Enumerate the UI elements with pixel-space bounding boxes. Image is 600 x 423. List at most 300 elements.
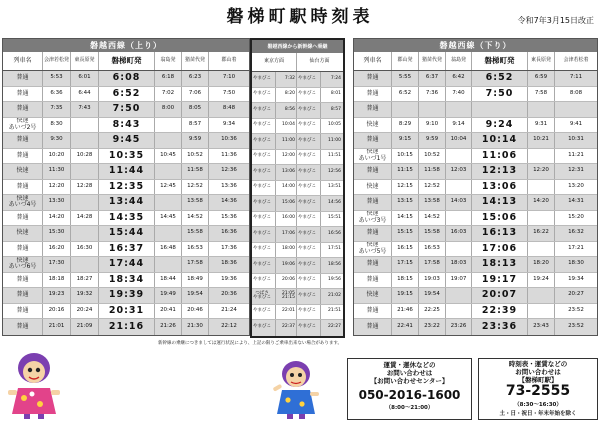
time-cell: 21:01 bbox=[43, 319, 71, 335]
time-cell bbox=[71, 257, 99, 272]
bandaimachi-time: 9:45 bbox=[99, 133, 155, 148]
time-cell bbox=[446, 149, 472, 164]
time-cell: 18:27 bbox=[71, 273, 99, 288]
shinkansen-train-name: やまびこ bbox=[297, 227, 321, 242]
time-cell: 14:03 bbox=[446, 195, 472, 210]
time-cell: 7:40 bbox=[446, 87, 472, 102]
shinkansen-train-name: やまびこ bbox=[297, 196, 321, 211]
inquiry-center-phone: 050-2016-1600 bbox=[358, 388, 461, 403]
shinkansen-departure: 12:56 bbox=[328, 168, 341, 174]
time-cell: 7:35 bbox=[43, 102, 71, 117]
bandaimachi-time: 19:39 bbox=[99, 288, 155, 303]
time-cell bbox=[446, 304, 472, 319]
time-cell: 10:52 bbox=[182, 149, 209, 164]
shinkansen-train-name: やまびこ bbox=[297, 134, 321, 149]
time-cell: 15:58 bbox=[419, 226, 446, 241]
table-row bbox=[252, 119, 343, 135]
shinkansen-departure: 16:00 bbox=[276, 212, 297, 227]
time-cell: 5:55 bbox=[392, 71, 419, 86]
left-col-header: 東長原発 bbox=[71, 52, 99, 70]
table-row bbox=[3, 257, 249, 273]
shinkansen-departure: 11:00 bbox=[328, 137, 341, 143]
train-name: 快速 あいづ1号 bbox=[354, 149, 392, 164]
time-cell: 19:15 bbox=[392, 288, 419, 303]
train-name: 普通 bbox=[354, 319, 392, 335]
table-row bbox=[3, 87, 249, 103]
time-cell: 6:52 bbox=[392, 87, 419, 102]
shinkansen-train-name: やまびこ bbox=[252, 196, 276, 211]
table-row bbox=[252, 274, 343, 290]
time-cell bbox=[528, 211, 555, 226]
time-cell: 7:10 bbox=[222, 74, 236, 81]
table-row bbox=[252, 305, 343, 321]
shinkansen-train-name: やまびこ bbox=[252, 258, 276, 273]
time-cell: 11:30 bbox=[43, 164, 71, 179]
time-cell: 18:49 bbox=[182, 273, 209, 288]
time-cell: 9:31 bbox=[528, 118, 555, 133]
time-cell: 7:02 bbox=[155, 87, 182, 102]
bandaimachi-time: 6:08 bbox=[99, 71, 155, 86]
time-cell bbox=[555, 102, 597, 117]
station-contact-hours: （8:30〜16:30） bbox=[514, 401, 562, 408]
table-row bbox=[354, 226, 597, 242]
time-cell: 17:58 bbox=[419, 257, 446, 272]
time-cell: 6:44 bbox=[71, 87, 99, 102]
time-cell: 13:58 bbox=[419, 195, 446, 210]
shinkansen-train-name: やまびこ bbox=[297, 320, 321, 336]
table-row bbox=[3, 102, 249, 118]
time-cell: 15:58 bbox=[182, 226, 209, 241]
shinkansen-train-name: やまびこ bbox=[297, 72, 321, 87]
train-name: 普通 bbox=[3, 133, 43, 148]
page-title: 磐梯町駅時刻表 bbox=[226, 7, 374, 27]
shinkansen-departure: 20:06 bbox=[276, 274, 297, 289]
time-cell: 17:15 bbox=[392, 257, 419, 272]
time-cell: 8:29 bbox=[392, 118, 419, 133]
shinkansen-departure: 22:01 bbox=[276, 305, 297, 320]
table-row bbox=[252, 72, 343, 88]
bandaimachi-time: 21:16 bbox=[99, 319, 155, 335]
table-row bbox=[3, 211, 249, 227]
bandaimachi-time: 18:13 bbox=[472, 257, 528, 272]
train-name: 快速 bbox=[354, 118, 392, 133]
bandaimachi-time: 14:13 bbox=[472, 195, 528, 210]
time-cell: 7:50 bbox=[222, 89, 236, 96]
right-col-header: 猪苗代発 bbox=[419, 52, 446, 70]
inquiry-center-line2: お問い合わせは bbox=[386, 369, 433, 378]
station-contact-box bbox=[478, 358, 598, 420]
time-cell: 18:44 bbox=[155, 273, 182, 288]
inquiry-center-box bbox=[347, 358, 472, 420]
shinkansen-departure: 10:04 bbox=[276, 119, 297, 134]
time-cell: 14:28 bbox=[71, 211, 99, 226]
time-cell: 19:24 bbox=[528, 273, 555, 288]
time-cell: 19:49 bbox=[155, 288, 182, 303]
time-cell bbox=[392, 102, 419, 117]
shinkansen-train-name: やまびこ bbox=[252, 227, 276, 242]
time-cell bbox=[446, 242, 472, 257]
bandaimachi-time: 11:44 bbox=[99, 164, 155, 179]
time-cell: 17:21 bbox=[568, 244, 584, 251]
time-cell: 18:18 bbox=[43, 273, 71, 288]
time-cell: 19:34 bbox=[568, 275, 584, 282]
left-col-header: 翁島発 bbox=[155, 52, 182, 70]
shinkansen-train-name: やまびこ bbox=[252, 119, 276, 134]
shinkansen-departure: 21:05 21:15 bbox=[276, 289, 297, 304]
shinkansen-departure: 11:51 bbox=[328, 153, 341, 159]
train-name: 普通 bbox=[3, 149, 43, 164]
time-cell: 18:36 bbox=[221, 260, 237, 267]
time-cell: 20:24 bbox=[71, 304, 99, 319]
shinkansen-direction-header: 仙台方面 bbox=[309, 58, 330, 65]
shinkansen-departure: 7:32 bbox=[276, 72, 297, 87]
shinkansen-train-name: やまびこ bbox=[297, 289, 321, 304]
train-name: 普通 bbox=[3, 71, 43, 86]
shinkansen-train-name: やまびこ bbox=[297, 103, 321, 118]
time-cell: 8:30 bbox=[43, 118, 71, 133]
bandaimachi-time: 7:50 bbox=[99, 102, 155, 117]
time-cell: 16:20 bbox=[43, 242, 71, 257]
time-cell: 10:20 bbox=[43, 149, 71, 164]
left-col-header: 会津若松発 bbox=[43, 52, 71, 70]
left-col-header: 猪苗代発 bbox=[182, 52, 209, 70]
time-cell: 18:30 bbox=[568, 260, 584, 267]
train-name: 快速 あいづ2号 bbox=[3, 118, 43, 133]
right-col-header: 磐梯町発 bbox=[472, 52, 528, 70]
train-name: 普通 bbox=[3, 288, 43, 303]
shinkansen-departure: 16:56 bbox=[328, 230, 341, 236]
bandaimachi-time: 16:37 bbox=[99, 242, 155, 257]
time-cell: 18:03 bbox=[446, 257, 472, 272]
train-name: 普通 bbox=[3, 304, 43, 319]
table-row bbox=[252, 289, 343, 305]
time-cell: 21:24 bbox=[221, 306, 237, 313]
shinkansen-departure: 15:06 bbox=[276, 196, 297, 211]
train-name: 快速 bbox=[3, 226, 43, 241]
time-cell: 17:36 bbox=[221, 244, 237, 251]
time-cell: 6:23 bbox=[182, 71, 209, 86]
time-cell: 19:23 bbox=[43, 288, 71, 303]
time-cell bbox=[528, 102, 555, 117]
station-contact-line2: お問い合わせは bbox=[515, 367, 561, 376]
shinkansen-train-name: やまびこ bbox=[252, 103, 276, 118]
shinkansen-departure: 11:00 bbox=[276, 134, 297, 149]
right-col-header: 東長原発 bbox=[528, 52, 555, 70]
shinkansen-departure: 8:01 bbox=[330, 91, 341, 97]
train-name: 普通 bbox=[3, 211, 43, 226]
table-row bbox=[354, 288, 597, 304]
table-row bbox=[3, 226, 249, 242]
bandaimachi-time: 14:35 bbox=[99, 211, 155, 226]
table-row bbox=[354, 164, 597, 180]
up-line-rows bbox=[3, 71, 249, 335]
time-cell bbox=[528, 180, 555, 195]
table-row bbox=[3, 71, 249, 87]
shinkansen-departure: 21:02 bbox=[328, 292, 341, 298]
shinkansen-train-name: やまびこ bbox=[252, 150, 276, 165]
time-cell: 21:09 bbox=[71, 319, 99, 335]
shinkansen-departure: 18:56 bbox=[328, 261, 341, 267]
station-contact-line3: 【磐梯町駅】 bbox=[518, 375, 558, 384]
right-col-header: 会津若松着 bbox=[563, 57, 589, 64]
time-cell: 8:48 bbox=[222, 105, 236, 112]
bandaimachi-time: 17:06 bbox=[472, 242, 528, 257]
time-cell: 12:45 bbox=[155, 180, 182, 195]
time-cell: 16:36 bbox=[221, 229, 237, 236]
shinkansen-train-name: やまびこ bbox=[252, 320, 276, 336]
shinkansen-panel bbox=[250, 38, 345, 338]
time-cell bbox=[71, 226, 99, 241]
shinkansen-departure: 21:51 bbox=[328, 308, 341, 314]
time-cell: 7:36 bbox=[419, 87, 446, 102]
time-cell: 8:00 bbox=[155, 102, 182, 117]
inquiry-center-line1: 運賃・運休などの bbox=[383, 361, 436, 369]
shinkansen-title: 磐越西線から新幹線へ乗継 bbox=[252, 40, 343, 53]
shinkansen-train-name: やまびこ bbox=[297, 258, 321, 273]
train-name: 普通 bbox=[3, 319, 43, 335]
table-row bbox=[354, 211, 597, 227]
time-cell: 17:30 bbox=[43, 257, 71, 272]
train-name: 快速 bbox=[3, 164, 43, 179]
shinkansen-train-name: やまびこ bbox=[252, 305, 276, 320]
train-name: 普通 bbox=[3, 242, 43, 257]
time-cell: 19:36 bbox=[221, 275, 237, 282]
time-cell: 6:37 bbox=[419, 71, 446, 86]
up-line-header-row bbox=[3, 52, 249, 71]
table-row bbox=[252, 258, 343, 274]
time-cell: 14:31 bbox=[568, 198, 584, 205]
train-name: 普通 bbox=[354, 102, 392, 117]
down-line-rows bbox=[354, 71, 597, 335]
bandaimachi-time: 19:17 bbox=[472, 273, 528, 288]
time-cell bbox=[155, 164, 182, 179]
time-cell: 13:15 bbox=[392, 195, 419, 210]
time-cell: 9:30 bbox=[43, 133, 71, 148]
time-cell bbox=[446, 180, 472, 195]
inquiry-center-hours: （8:00〜21:00） bbox=[385, 405, 434, 412]
table-row bbox=[252, 320, 343, 336]
time-cell: 20:41 bbox=[155, 304, 182, 319]
time-cell bbox=[419, 102, 446, 117]
time-cell bbox=[71, 118, 99, 133]
time-cell bbox=[528, 149, 555, 164]
shinkansen-train-name: やまびこ bbox=[252, 134, 276, 149]
table-row bbox=[252, 150, 343, 166]
shinkansen-train-name: やまびこ bbox=[252, 88, 276, 103]
transfer-note: 新幹線の乗継につきましては運行状況により、上記の限りご乗車出来ない場合があります。 bbox=[158, 341, 343, 346]
time-cell: 6:42 bbox=[446, 71, 472, 86]
shinkansen-departure: 18:00 bbox=[276, 243, 297, 258]
shinkansen-train-name: やまびこ bbox=[252, 165, 276, 180]
time-cell bbox=[528, 288, 555, 303]
shinkansen-departure: 19:06 bbox=[276, 258, 297, 273]
shinkansen-train-name: やまびこ bbox=[252, 274, 276, 289]
time-cell: 20:36 bbox=[221, 291, 237, 298]
time-cell bbox=[155, 133, 182, 148]
time-cell: 16:32 bbox=[568, 229, 584, 236]
time-cell bbox=[446, 102, 472, 117]
table-row bbox=[3, 180, 249, 196]
time-cell bbox=[155, 257, 182, 272]
time-cell: 19:54 bbox=[182, 288, 209, 303]
shinkansen-departure: 7:24 bbox=[330, 75, 341, 81]
table-row bbox=[252, 212, 343, 228]
shinkansen-train-name: やまびこ bbox=[252, 72, 276, 87]
bandaimachi-time: 11:06 bbox=[472, 149, 528, 164]
table-row bbox=[3, 273, 249, 289]
bandaimachi-time: 10:35 bbox=[99, 149, 155, 164]
table-row bbox=[354, 133, 597, 149]
time-cell: 13:58 bbox=[182, 195, 209, 210]
time-cell: 6:18 bbox=[155, 71, 182, 86]
time-cell: 8:08 bbox=[569, 89, 583, 96]
time-cell bbox=[71, 133, 99, 148]
station-contact-line1: 時刻表・運賃などの bbox=[508, 360, 568, 368]
shinkansen-train-name: やまびこ bbox=[252, 181, 276, 196]
time-cell: 12:52 bbox=[182, 180, 209, 195]
time-cell: 10:52 bbox=[419, 149, 446, 164]
shinkansen-departure: 19:56 bbox=[328, 277, 341, 283]
time-cell: 9:41 bbox=[569, 120, 583, 127]
time-cell bbox=[528, 242, 555, 257]
bandaimachi-time: 13:06 bbox=[472, 180, 528, 195]
bandaimachi-time: 13:44 bbox=[99, 195, 155, 210]
time-cell: 11:21 bbox=[568, 151, 584, 158]
shinkansen-train-name: やまびこ bbox=[297, 150, 321, 165]
left-col-header: 郡山着 bbox=[221, 57, 237, 64]
table-row bbox=[354, 319, 597, 335]
shinkansen-train-name: やまびこ bbox=[297, 305, 321, 320]
bandaimachi-time: 12:13 bbox=[472, 164, 528, 179]
table-row bbox=[3, 304, 249, 320]
right-col-header: 列車名 bbox=[354, 52, 392, 70]
time-cell: 12:31 bbox=[568, 167, 584, 174]
shinkansen-train-name: やまびこ bbox=[297, 274, 321, 289]
time-cell: 14:36 bbox=[221, 198, 237, 205]
time-cell: 10:15 bbox=[392, 149, 419, 164]
time-cell: 6:36 bbox=[43, 87, 71, 102]
time-cell: 5:53 bbox=[43, 71, 71, 86]
bandaimachi-time: 18:34 bbox=[99, 273, 155, 288]
down-line-panel bbox=[353, 38, 598, 336]
table-row bbox=[3, 195, 249, 211]
train-name: 普通 bbox=[354, 133, 392, 148]
time-cell: 22:12 bbox=[221, 322, 237, 329]
shinkansen-header-row bbox=[252, 53, 343, 72]
time-cell: 22:41 bbox=[392, 319, 419, 335]
time-cell: 21:26 bbox=[155, 319, 182, 335]
table-row bbox=[3, 164, 249, 180]
table-row bbox=[3, 319, 249, 335]
shinkansen-departure: 15:51 bbox=[328, 215, 341, 221]
time-cell: 19:32 bbox=[71, 288, 99, 303]
time-cell: 7:43 bbox=[71, 102, 99, 117]
table-row bbox=[354, 273, 597, 289]
bandaimachi-time: 6:52 bbox=[472, 71, 528, 86]
table-row bbox=[354, 257, 597, 273]
train-name: 普通 bbox=[354, 226, 392, 241]
table-row bbox=[354, 304, 597, 320]
bandaimachi-time: 23:36 bbox=[472, 319, 528, 335]
down-line-header-row bbox=[354, 52, 597, 71]
time-cell bbox=[528, 304, 555, 319]
train-name: 普通 bbox=[354, 195, 392, 210]
time-cell: 23:52 bbox=[568, 306, 584, 313]
shinkansen-departure: 13:06 bbox=[276, 165, 297, 180]
time-cell: 19:03 bbox=[419, 273, 446, 288]
shinkansen-departure: 22:27 bbox=[328, 324, 341, 330]
left-col-header: 列車名 bbox=[3, 52, 43, 70]
table-row bbox=[354, 118, 597, 134]
bandaimachi-time: 16:13 bbox=[472, 226, 528, 241]
time-cell: 14:52 bbox=[419, 211, 446, 226]
time-cell: 16:30 bbox=[71, 242, 99, 257]
train-name: 普通 bbox=[3, 180, 43, 195]
shinkansen-departure: 10:05 bbox=[328, 122, 341, 128]
table-row bbox=[354, 71, 597, 87]
bandaimachi-time: 15:44 bbox=[99, 226, 155, 241]
train-name: 普通 bbox=[354, 257, 392, 272]
shinkansen-departure: 22:37 bbox=[276, 320, 297, 336]
up-line-panel bbox=[2, 38, 250, 336]
time-cell bbox=[71, 164, 99, 179]
time-cell: 9:34 bbox=[222, 120, 236, 127]
train-name: 普通 bbox=[354, 87, 392, 102]
shinkansen-direction-header: 東京方面 bbox=[252, 53, 297, 71]
time-cell: 20:46 bbox=[182, 304, 209, 319]
bandaimachi-time: 8:43 bbox=[99, 118, 155, 133]
time-cell: 14:20 bbox=[528, 195, 555, 210]
mascot-illustration-left bbox=[6, 348, 62, 420]
shinkansen-train-name: やまびこ bbox=[297, 181, 321, 196]
right-col-header: 郡山発 bbox=[392, 52, 419, 70]
time-cell: 10:04 bbox=[446, 133, 472, 148]
train-name: 快速 あいづ5号 bbox=[354, 242, 392, 257]
bandaimachi-time: 17:44 bbox=[99, 257, 155, 272]
table-row bbox=[252, 243, 343, 259]
time-cell: 10:36 bbox=[221, 136, 237, 143]
shinkansen-departure: 13:51 bbox=[328, 184, 341, 190]
shinkansen-train-name: やまびこ bbox=[252, 212, 276, 227]
shinkansen-departure: 12:00 bbox=[276, 150, 297, 165]
bandaimachi-time: 10:14 bbox=[472, 133, 528, 148]
shinkansen-train-name: やまびこ bbox=[297, 243, 321, 258]
train-name: 快速 bbox=[354, 180, 392, 195]
time-cell: 23:52 bbox=[568, 322, 584, 329]
mascot-illustration-right bbox=[272, 356, 320, 420]
table-row bbox=[354, 87, 597, 103]
revision-date: 令和7年3月15日改正 bbox=[517, 16, 594, 25]
down-line-title: 磐越西線（下り） bbox=[354, 39, 597, 52]
time-cell: 8:57 bbox=[182, 118, 209, 133]
time-cell: 20:27 bbox=[568, 291, 584, 298]
bandaimachi-time: 20:07 bbox=[472, 288, 528, 303]
time-cell: 22:25 bbox=[419, 304, 446, 319]
time-cell bbox=[71, 195, 99, 210]
train-name: 普通 bbox=[354, 304, 392, 319]
table-row bbox=[3, 242, 249, 258]
shinkansen-departure: 17:06 bbox=[276, 227, 297, 242]
time-cell: 16:53 bbox=[182, 242, 209, 257]
time-cell: 13:30 bbox=[43, 195, 71, 210]
table-row bbox=[252, 88, 343, 104]
time-cell: 9:15 bbox=[392, 133, 419, 148]
time-cell: 16:48 bbox=[155, 242, 182, 257]
time-cell: 12:03 bbox=[446, 164, 472, 179]
time-cell bbox=[446, 288, 472, 303]
table-row bbox=[252, 181, 343, 197]
time-cell: 21:46 bbox=[392, 304, 419, 319]
